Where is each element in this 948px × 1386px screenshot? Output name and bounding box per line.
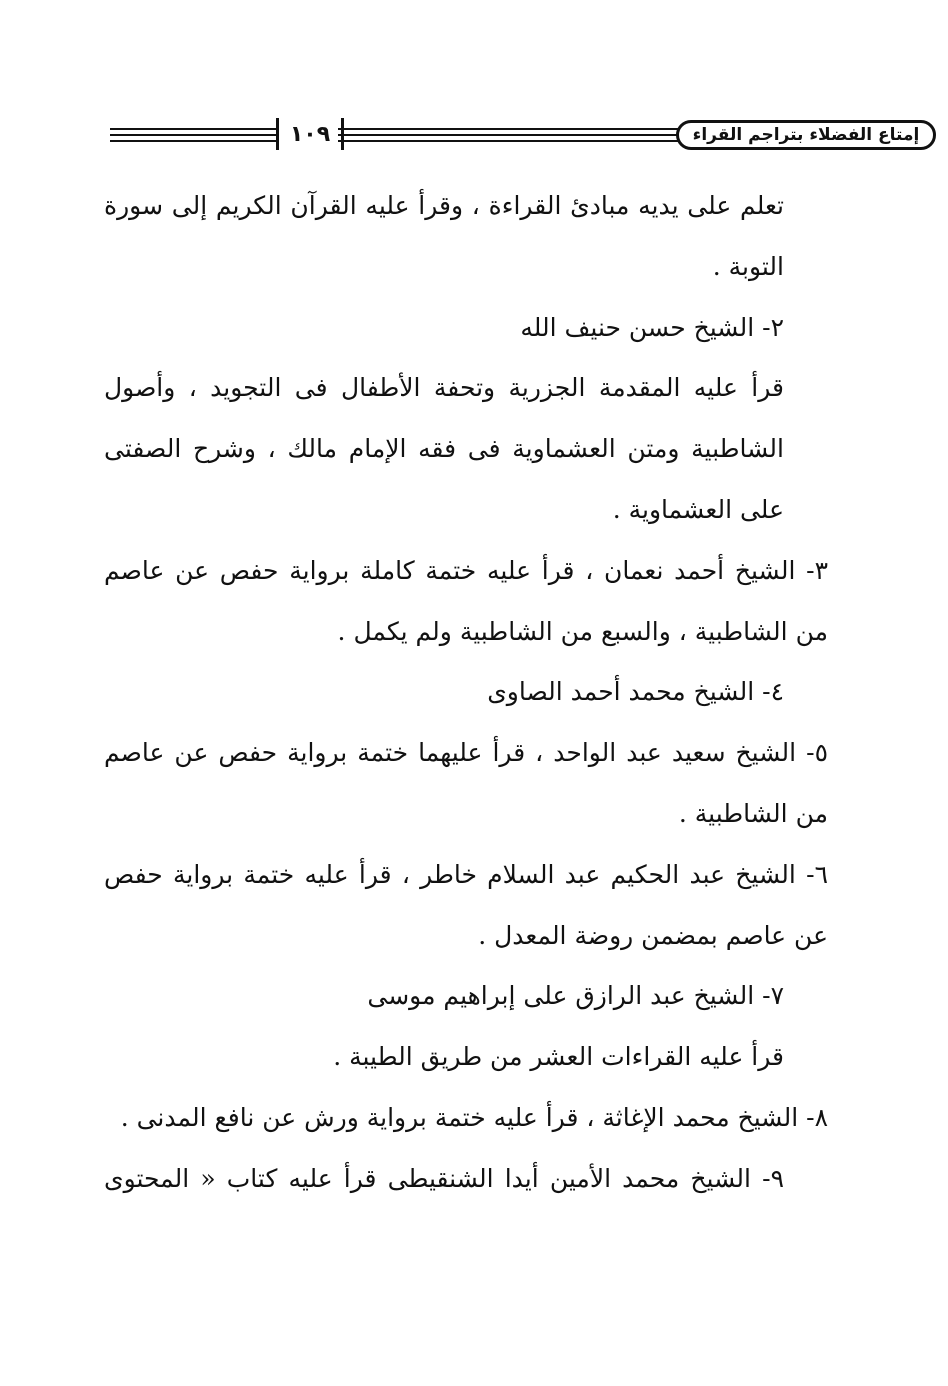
page-body <box>104 176 828 1210</box>
list-item: ٩- الشيخ محمد الأمين أيدا الشنقيطى قرأ عليه كتاب « المحتوى <box>104 1163 784 1193</box>
header-rule <box>338 134 678 136</box>
list-item: ٨- الشيخ محمد الإغاثة ، قرأ عليه ختمة برواية ورش عن نافع المدنى . <box>120 1102 828 1132</box>
running-title: إمتاع الفضلاء بتراجم القراء <box>676 120 936 150</box>
header-rule <box>338 140 678 142</box>
paragraph: قرأ عليه المقدمة الجزرية وتحفة الأطفال فى التجويد ، وأصول الشاطبية ومتن العشماوية فى فقه الإمام مالك ، وشرح الصفتى على العشماوية . <box>104 373 784 524</box>
list-item: ٧- الشيخ عبد الرازق على إبراهيم موسى <box>367 981 784 1011</box>
header-rule <box>338 128 678 130</box>
list-item: ٢- الشيخ حسن حنيف الله <box>520 312 784 342</box>
list-item: ٥- الشيخ سعيد عبد الواحد ، قرأ عليهما ختمة برواية حفص عن عاصم من الشاطبية . <box>104 738 828 828</box>
list-item: ٤- الشيخ محمد أحمد الصاوى <box>487 677 784 707</box>
list-item: ٣- الشيخ أحمد نعمان ، قرأ عليه ختمة كاملة برواية حفص عن عاصم من الشاطبية ، والسبع من الشاطبية ولم يكمل . <box>104 555 828 646</box>
paragraph: تعلم على يديه مبادئ القراءة ، وقرأ عليه القرآن الكريم إلى سورة التوبة . <box>104 191 784 281</box>
page-header <box>106 118 920 162</box>
list-item: ٦- الشيخ عبد الحكيم عبد السلام خاطر ، قرأ عليه ختمة برواية حفص عن عاصم بمضمن روضة المعدل . <box>104 859 828 950</box>
page-number: ١٠٩ <box>276 118 344 150</box>
header-rule <box>110 134 278 136</box>
header-rule <box>110 128 278 130</box>
paragraph: قرأ عليه القراءات العشر من طريق الطيبة . <box>333 1042 784 1072</box>
header-rule <box>110 140 278 142</box>
